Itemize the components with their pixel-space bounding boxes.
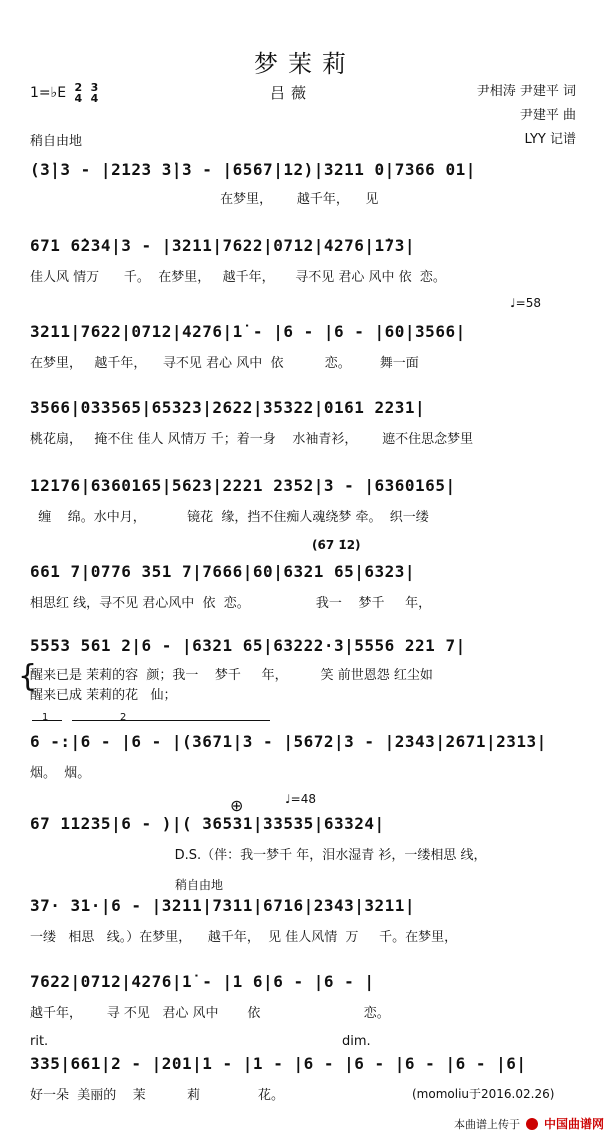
notes: 335|661|2 - |201|1 - |1 - |6 - |6 - |6 - |6 - |6| [30, 1054, 527, 1073]
footer [454, 1115, 604, 1132]
upload-text: 本曲谱上传于 [453, 1117, 520, 1131]
notes: 671 6̇234|3 - |3211|7622|0712|4276|1̇73| [30, 236, 416, 255]
song-title: 梦茉莉 [254, 50, 356, 78]
lyric: D.S.（伴：我一梦千 年，泪水湿青 衫，一缕相思 线， [30, 848, 487, 863]
notes: (3̇|3 - |2123 3̇|3 - |6567|12)|3211 0|7366 01| [30, 160, 476, 179]
notes: 12176|6360165|5623|2221 2352|3 - |6360165| [30, 476, 456, 495]
meter-2-4: 2 4 [74, 81, 83, 105]
tempo-text-2: 稍自由地 [175, 878, 224, 892]
rit-mark: rit. [30, 1034, 49, 1049]
notes: 3211|7622|0712|4276|1̇ - |6 - |6 - |60|3566| [30, 322, 466, 341]
transcriber-signature: (momoliu于2016.02.26) [412, 1087, 555, 1101]
dim-mark: dim. [342, 1034, 371, 1049]
meter-3-4: 3 4 [90, 81, 99, 105]
composer: 尹建平 曲 [519, 108, 576, 123]
volta-2-number: 2 [120, 712, 127, 723]
lyricist: 尹相涛 尹建平 词 [476, 84, 576, 99]
lyric-verse-2: 醒来已成 茉莉的花 仙； [30, 688, 177, 703]
lyric: 桃花扇， 掩不住 佳人 风情万 千；着一身 水袖青衫， 遮不住思念梦里 [30, 432, 474, 447]
key-label: 1=♭E [30, 85, 67, 101]
notes: 3566|033565|65323|2622|35322|0161 2231| [30, 398, 426, 417]
lyric: 在梦里， 越千年， 见 [30, 192, 379, 207]
site-name-link[interactable]: 中国曲谱网 [543, 1117, 604, 1131]
notes: 5553 561 2|6 - |6321 65|63222·3|5556 221 7| [30, 636, 466, 655]
tempo-text: 稍自由地 [30, 134, 83, 149]
tempo-mark-48: ♩=48 [285, 792, 316, 806]
lyric: 佳人风 情万 千。 在梦里， 越千年， 寻不见 君心 风中 依 恋。 [30, 270, 446, 285]
volta-2-bracket [72, 720, 270, 721]
notes: 661 7|0776 351 7|7666|60|6321 65|6323| [30, 562, 416, 581]
notes: 67 11235|6 - )|( 36531|33535|63324| [30, 814, 385, 833]
coda-symbol: ⊕ [230, 796, 244, 815]
segno-tempo-mark: ♩=58 [510, 296, 541, 310]
volta-1-number: 1 [42, 712, 49, 723]
singer: 吕薇 [270, 84, 313, 102]
lyric: 缠 绵。水中月， 镜花 缘，挡不住痴人魂绕梦 牵。 织一缕 [30, 510, 429, 525]
lyric: 烟。 烟。 [30, 766, 91, 781]
notes: 37· 31·|6 - |3211|7311|6716|2343|3211| [30, 896, 416, 915]
transcriber: LYY 记谱 [524, 132, 576, 147]
lyric: 在梦里， 越千年， 寻不见 君心 风中 依 恋。 舞一面 [30, 356, 419, 371]
lyric-verse-1: 醒来已是 茉莉的容 颜；我一 梦千 年， 笑 前世恩怨 红尘如 [30, 668, 433, 683]
lyric: 好一朵 美丽的 茉 莉 花。 [30, 1088, 284, 1103]
lyric: 相思红 线，寻不见 君心风中 依 恋。 我一 梦千 年， [30, 596, 432, 611]
lyric: 一缕 相思 线。）在梦里， 越千年， 见 佳人风情 万 千。在梦里， [30, 930, 458, 945]
brace: { [18, 659, 38, 694]
key-signature [30, 82, 98, 104]
notes: 7622|0712|4276|1̇ - |1 6|6 - |6 - | [30, 972, 375, 991]
credits [477, 80, 576, 152]
notes: 6 -:|6 - |6 - |(3671|3 - |5672|3 - |2343|2671|2313| [30, 732, 547, 751]
parenthetical-notes: (6̇7 1̇2) [312, 538, 361, 552]
lyric: 越千年， 寻 不见 君心 风中 依 恋。 [30, 1006, 390, 1021]
site-logo-icon [526, 1118, 538, 1130]
